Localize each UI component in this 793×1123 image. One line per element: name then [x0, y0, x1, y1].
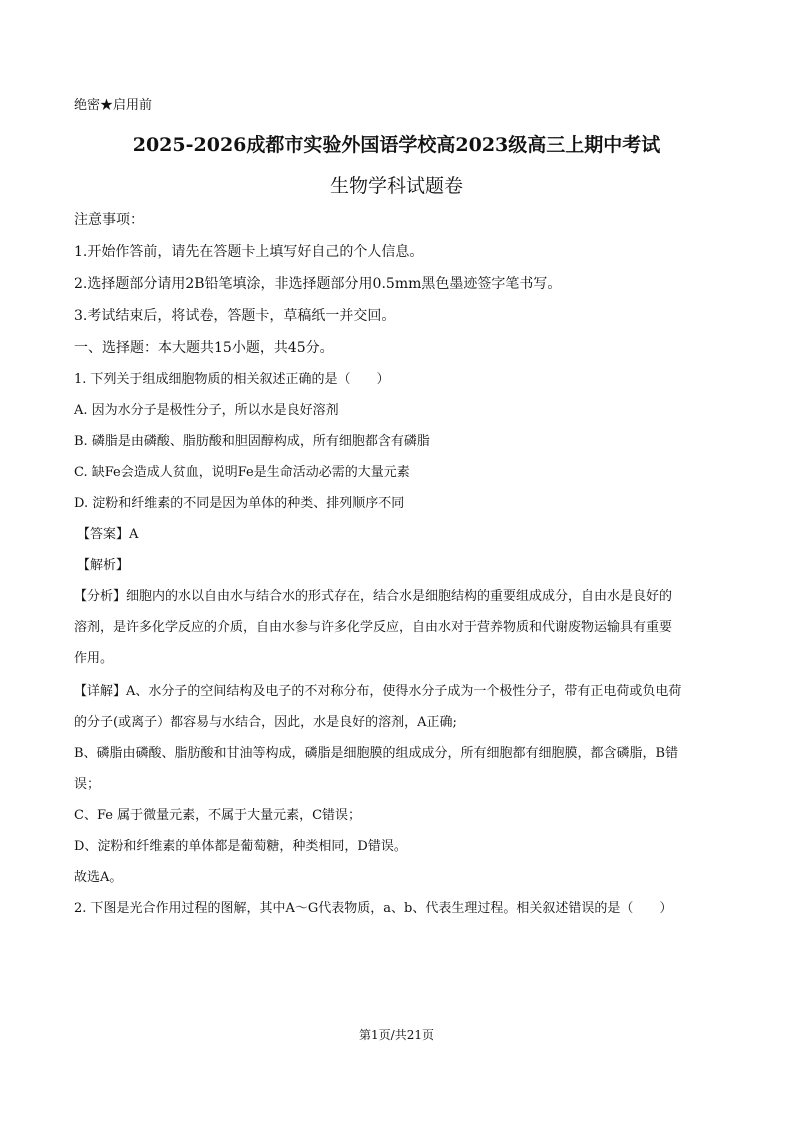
- question-1-option-a: A. 因为水分子是极性分子，所以水是良好溶剂: [74, 403, 339, 418]
- question-2-stem: 2. 下图是光合作用过程的图解，其中A～G代表物质，a、b、代表生理过程。相关叙述错误的是（ ）: [74, 901, 673, 916]
- notice-item-3: 3.考试结束后，将试卷，答题卡，草稿纸一并交回。: [74, 308, 396, 324]
- question-1-answer: 【答案】A: [77, 527, 139, 542]
- exam-title: 2025-2026成都市实验外国语学校高2023级高三上期中考试: [132, 134, 661, 156]
- detail-line-1: 【详解】A、水分子的空间结构及电子的不对称分布，使得水分子成为一个极性分子，带有正电荷或负电荷: [74, 684, 682, 699]
- detail-line-4: 误；: [74, 777, 101, 792]
- analysis-line-1: 【分析】细胞内的水以自由水与结合水的形式存在，结合水是细胞结构的重要组成成分，自由水是良好的: [74, 589, 673, 604]
- page-footer: 第1页/共21页: [359, 1028, 434, 1042]
- notice-item-1: 1.开始作答前，请先在答题卡上填写好自己的个人信息。: [74, 244, 424, 260]
- section-heading: 一、选择题：本大题共15小题，共45分。: [74, 340, 334, 356]
- question-1-option-d: D. 淀粉和纤维素的不同是因为单体的种类、排列顺序不同: [74, 496, 405, 511]
- analysis-line-3: 作用。: [74, 651, 114, 666]
- question-1-option-c: C. 缺Fe会造成人贫血，说明Fe是生命活动必需的大量元素: [74, 465, 410, 480]
- exam-subtitle: 生物学科试题卷: [329, 175, 463, 197]
- detail-line-3: B、磷脂由磷酸、脂肪酸和甘油等构成，磷脂是细胞膜的组成成分，所有细胞都有细胞膜，都含磷脂，B错: [74, 746, 679, 761]
- question-1-option-b: B. 磷脂是由磷酸、脂肪酸和胆固醇构成，所有细胞都含有磷脂: [74, 434, 430, 449]
- notice-item-2: 2.选择题部分请用2B铅笔填涂，非选择题部分用0.5mm黑色墨迹签字笔书写。: [74, 276, 562, 292]
- detail-line-7: 故选A。: [74, 870, 123, 885]
- question-1-analysis-heading: 【解析】: [77, 558, 130, 573]
- detail-line-2: 的分子(或离子）都容易与水结合，因此，水是良好的溶剂，A正确;: [74, 715, 457, 730]
- detail-line-5: C、Fe 属于微量元素，不属于大量元素，C错误；: [74, 808, 362, 823]
- detail-line-6: D、淀粉和纤维素的单体都是葡萄糖，种类相同，D错误。: [74, 839, 407, 854]
- analysis-line-2: 溶剂，是许多化学反应的介质，自由水参与许多化学反应，自由水对于营养物质和代谢废物运输具有重要: [74, 620, 673, 635]
- question-1-stem: 1. 下列关于组成细胞物质的相关叙述正确的是（ ）: [74, 372, 390, 387]
- confidential-label: 绝密★启用前: [74, 98, 153, 113]
- notice-heading: 注意事项：: [74, 212, 144, 228]
